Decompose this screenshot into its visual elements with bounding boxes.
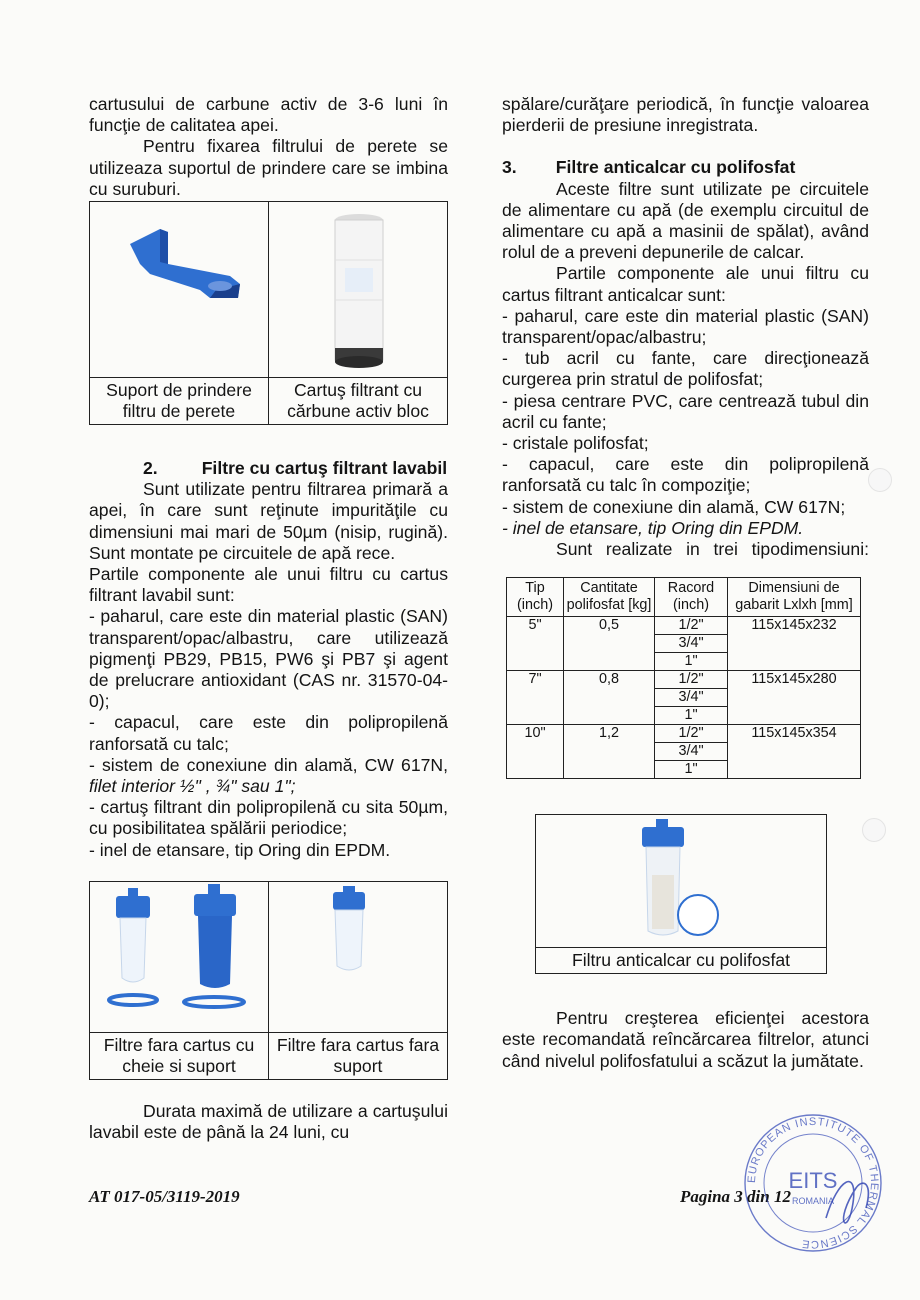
table-row bbox=[507, 617, 861, 635]
table-header-row bbox=[507, 578, 861, 617]
page-number: Pagina 3 din 12 bbox=[680, 1187, 791, 1206]
table-cell: 1/2" bbox=[655, 617, 728, 635]
table-header: Dimensiuni de gabarit Lxlxh [mm] bbox=[728, 578, 861, 617]
filter-housing-blue-image bbox=[176, 884, 256, 1014]
table-header: Cantitate polifosfat [kg] bbox=[564, 578, 655, 617]
section-heading bbox=[89, 458, 448, 479]
figure-caption: Suport de prindere filtru de perete bbox=[90, 378, 269, 425]
image-cell bbox=[269, 202, 448, 378]
table-cell: 10" bbox=[507, 725, 564, 779]
table-row bbox=[507, 725, 861, 743]
section-heading bbox=[502, 157, 869, 178]
list-item: - inel de etansare, tip Oring din EPDM. bbox=[502, 517, 804, 538]
list-item: - sistem de conexiune din alamă, CW 617N; bbox=[502, 496, 846, 517]
stamp-center-text: EITS bbox=[788, 1168, 838, 1193]
list-item-italic: filet interior ½" , ¾" sau 1"; bbox=[89, 776, 296, 797]
image-cell bbox=[90, 881, 269, 1032]
paragraph: Partile componente ale unui filtru cu cartus filtrant anticalcar sunt: bbox=[502, 263, 869, 305]
list-item: - cartuş filtrant din polipropilenă cu sita 50µm, cu posibilitatea spălării periodice; bbox=[89, 797, 448, 839]
table-cell: 7" bbox=[507, 671, 564, 725]
list-item bbox=[89, 755, 448, 797]
paragraph: Partile componente ale unui filtru cu cartus filtrant lavabil sunt: bbox=[89, 564, 448, 606]
punch-hole-mark bbox=[868, 468, 892, 492]
paragraph: spălare/curăţare periodică, în funcţie valoarea pierderii de presiune inregistrata. bbox=[502, 94, 869, 136]
paragraph: Aceste filtre sunt utilizate pe circuitele de alimentare cu apă (de exemplu circuitul de alimentare cu apă a masinii de spălat), având rolul de a preveni depunerile de calcar. bbox=[502, 178, 869, 263]
table-cell: 3/4" bbox=[655, 743, 728, 761]
table-row bbox=[507, 671, 861, 689]
table-cell: 115x145x232 bbox=[728, 617, 861, 671]
table-cell: 1" bbox=[655, 707, 728, 725]
stamp-ring-text: EUROPEAN INSTITUTE OF THERMAL SCIENCE bbox=[745, 1115, 881, 1251]
table-cell: 0,5 bbox=[564, 617, 655, 671]
section-number: 3. bbox=[502, 157, 517, 178]
filter-housing-clear-image bbox=[98, 888, 168, 1018]
spec-table bbox=[506, 577, 861, 779]
list-item: - paharul, care este din material plastic (SAN) transparent/opac/albastru, care utilizează pigmenţi PB29, PB15, PW6 şi PB7 şi agent de prelucrare antioxidant (CAS nr. 31570-04-0); bbox=[89, 606, 448, 712]
punch-hole-mark bbox=[862, 818, 886, 842]
institute-stamp bbox=[738, 1108, 888, 1258]
table-cell: 1,2 bbox=[564, 725, 655, 779]
section-number: 2. bbox=[143, 458, 158, 479]
right-column bbox=[502, 94, 869, 1072]
carbon-cartridge-image bbox=[329, 210, 389, 372]
table-header: Racord (inch) bbox=[655, 578, 728, 617]
figure-table-1 bbox=[89, 201, 448, 425]
figure-table-3 bbox=[535, 814, 827, 974]
list-item: - tub acril cu fante, care direcţionează curgerea prin stratul de polifosfat; bbox=[502, 348, 869, 390]
table-cell: 3/4" bbox=[655, 689, 728, 707]
list-item: - piesa centrare PVC, care centrează tubul din acril cu fante; bbox=[502, 390, 869, 432]
list-item: - inel de etansare, tip Oring din EPDM. bbox=[89, 839, 391, 860]
document-reference: AT 017-05/3119-2019 bbox=[89, 1187, 240, 1206]
figure-caption: Filtru anticalcar cu polifosfat bbox=[536, 948, 827, 974]
table-cell: 3/4" bbox=[655, 635, 728, 653]
paragraph: Durata maximă de utilizare a cartuşului lavabil este de până la 24 luni, cu bbox=[89, 1100, 448, 1143]
paragraph: Sunt realizate in trei tipodimensiuni: bbox=[556, 539, 869, 560]
list-item: - capacul, care este din polipropilenă ranforsată cu talc în compoziţie; bbox=[502, 454, 869, 496]
paragraph: Sunt utilizate pentru filtrarea primară a apei, în care sunt reţinute impurităţile cu dimensiuni mai mari de 50µm (nisip, rugină). Sunt montate pe circuitele de apă rece. bbox=[89, 479, 448, 563]
table-cell: 1/2" bbox=[655, 725, 728, 743]
table-cell: 1/2" bbox=[655, 671, 728, 689]
list-item: - cristale polifosfat; bbox=[502, 433, 649, 454]
paragraph: cartusului de carbune activ de 3-6 luni în funcţie de calitatea apei. bbox=[89, 94, 448, 136]
figure-caption: Filtre fara cartus fara suport bbox=[269, 1032, 448, 1079]
list-item: - capacul, care este din polipropilenă ranforsată cu talc; bbox=[89, 712, 448, 754]
image-cell bbox=[90, 202, 269, 378]
paragraph: Pentru creşterea eficienţei acestora este recomandată reîncărcarea filtrelor, atunci când nivelul polifosfatului a scăzut la jumătate. bbox=[502, 1008, 869, 1071]
list-item-text: - sistem de conexiune din alamă, CW 617N, bbox=[89, 754, 448, 775]
wall-bracket-image bbox=[120, 224, 250, 304]
table-cell: 115x145x354 bbox=[728, 725, 861, 779]
stamp-country: ROMANIA bbox=[791, 1196, 835, 1206]
image-cell bbox=[536, 815, 827, 948]
figure-caption: Cartuş filtrant cu cărbune activ bloc bbox=[269, 378, 448, 425]
figure-table-2 bbox=[89, 881, 448, 1080]
filter-housing-no-bracket-image bbox=[319, 886, 379, 976]
table-cell: 1" bbox=[655, 761, 728, 779]
section-title: Filtre cu cartuş filtrant lavabil bbox=[201, 458, 448, 479]
polyphosphate-filter-image bbox=[636, 819, 726, 943]
section-title: Filtre anticalcar cu polifosfat bbox=[555, 157, 796, 178]
left-column bbox=[89, 94, 448, 1143]
table-header: Tip (inch) bbox=[507, 578, 564, 617]
table-cell: 0,8 bbox=[564, 671, 655, 725]
figure-caption: Filtre fara cartus cu cheie si suport bbox=[90, 1032, 269, 1079]
image-cell bbox=[269, 881, 448, 1032]
table-cell: 115x145x280 bbox=[728, 671, 861, 725]
table-cell: 1" bbox=[655, 653, 728, 671]
table-cell: 5" bbox=[507, 617, 564, 671]
paragraph: Pentru fixarea filtrului de perete se utilizeaza suportul de prindere care se imbina cu suruburi. bbox=[89, 136, 448, 199]
list-item: - paharul, care este din material plastic (SAN) transparent/opac/albastru; bbox=[502, 305, 869, 348]
